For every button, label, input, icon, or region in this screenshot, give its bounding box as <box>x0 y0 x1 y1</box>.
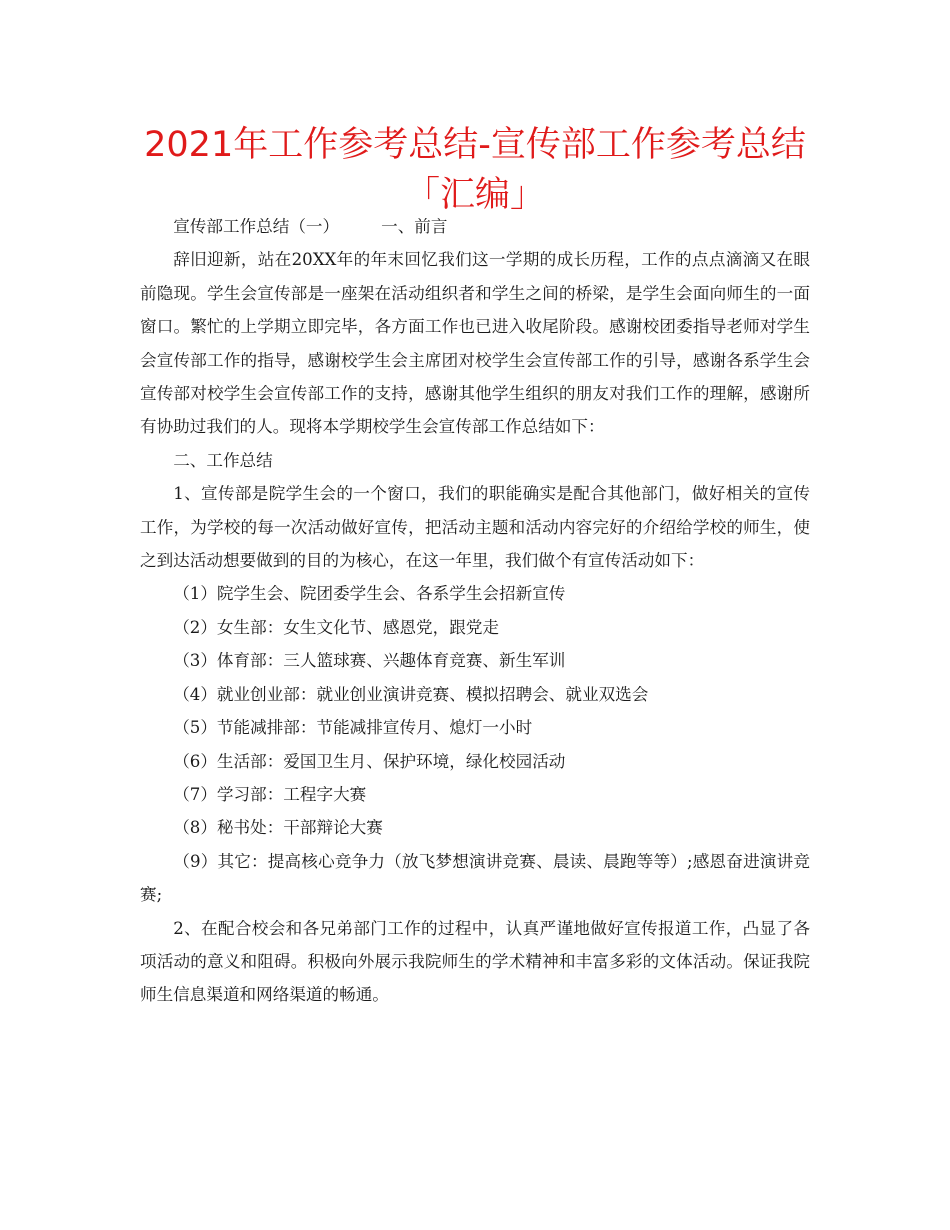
heading-part-2: 一、前言 <box>381 217 448 236</box>
heading-part-1: 宣传部工作总结（一） <box>173 217 340 236</box>
activity-item: （3）体育部：三人篮球赛、兴趣体育竞赛、新生军训 <box>173 651 566 671</box>
activity-item: （8）秘书处：干部辩论大赛 <box>173 818 383 838</box>
activity-item: （5）节能减排部：节能减排宣传月、熄灯一小时 <box>173 718 533 738</box>
heading-line <box>140 210 810 243</box>
activity-item: （9）其它：提高核心竞争力（放飞梦想演讲竞赛、晨读、晨跑等等）;感恩奋进演讲竞赛; <box>140 851 810 905</box>
point-2-paragraph: 2、在配合校会和各兄弟部门工作的过程中，认真严谨地做好宣传报道工作，凸显了各项活动的意义和阻碍。积极向外展示我院师生的学术精神和丰富多彩的文体活动。保证我院师生信息渠道和网络渠道的畅通。 <box>140 918 810 1005</box>
document-body <box>140 210 810 1012</box>
intro-paragraph: 辞旧迎新，站在20XX年的年末回忆我们这一学期的成长历程，工作的点点滴滴又在眼前隐现。学生会宣传部是一座架在活动组织者和学生之间的桥梁，是学生会面向师生的一面窗口。繁忙的上学期立即完毕，各方面工作也已进入收尾阶段。感谢校团委指导老师对学生会宣传部工作的指导，感谢校学生会主席团对校学生会宣传部工作的引导，感谢各系学生会宣传部对校学生会宣传部工作的支持，感谢其他学生组织的朋友对我们工作的理解，感谢所有协助过我们的人。现将本学期校学生会宣传部工作总结如下： <box>140 250 810 437</box>
section-2-title: 二、工作总结 <box>173 450 273 470</box>
activity-item: （7）学习部：工程字大赛 <box>173 784 367 804</box>
document-title: 2021年工作参考总结-宣传部工作参考总结「汇编」 <box>144 125 806 215</box>
point-1-paragraph: 1、宣传部是院学生会的一个窗口，我们的职能确实是配合其他部门，做好相关的宣传工作，为学校的每一次活动做好宣传，把活动主题和活动内容完好的介绍给学校的师生，使之到达活动想要做到的目的为核心，在这一年里，我们做个有宣传活动如下： <box>140 484 810 571</box>
activity-item: （2）女生部：女生文化节、感恩党，跟党走 <box>173 617 500 637</box>
activity-item: （1）院学生会、院团委学生会、各系学生会招新宣传 <box>173 584 566 604</box>
activity-item: （6）生活部：爱国卫生月、保护环境，绿化校园活动 <box>173 751 566 771</box>
activity-item: （4）就业创业部：就业创业演讲竞赛、模拟招聘会、就业双选会 <box>173 684 649 704</box>
